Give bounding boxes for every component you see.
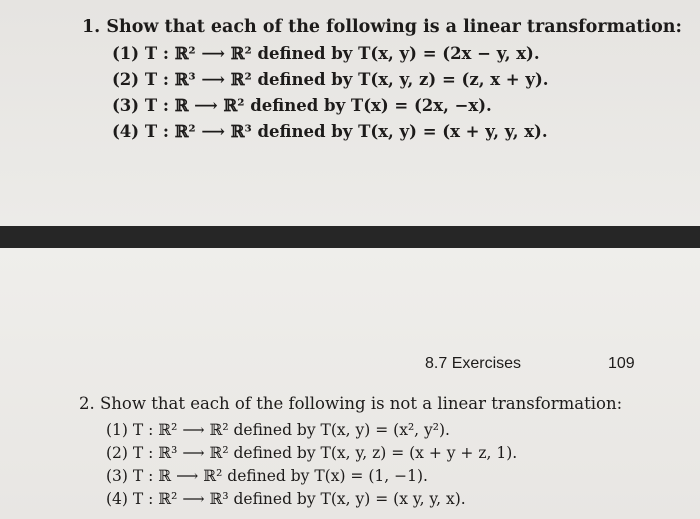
- page-number: 109: [608, 355, 635, 372]
- exercise-1-item-1: (1) T : ℝ² ⟶ ℝ² defined by T(x, y) = (2x − y, x).: [112, 44, 540, 63]
- running-header-title: 8.7 Exercises: [425, 355, 522, 372]
- page-divider-band: [0, 226, 700, 248]
- exercise-1-item-2: (2) T : ℝ³ ⟶ ℝ² defined by T(x, y, z) = (z, x + y).: [112, 70, 549, 89]
- exercise-2-heading: 2. Show that each of the following is not a linear transformation:: [79, 394, 623, 413]
- exercise-2-item-3: (3) T : ℝ ⟶ ℝ² defined by T(x) = (1, −1).: [106, 467, 428, 485]
- exercise-2-item-1: (1) T : ℝ² ⟶ ℝ² defined by T(x, y) = (x², y²).: [106, 421, 450, 439]
- exercise-2-item-4: (4) T : ℝ² ⟶ ℝ³ defined by T(x, y) = (x y, y, x).: [106, 490, 466, 508]
- exercise-1-item-3: (3) T : ℝ ⟶ ℝ² defined by T(x) = (2x, −x).: [112, 96, 492, 115]
- exercise-2-item-2: (2) T : ℝ³ ⟶ ℝ² defined by T(x, y, z) = (x + y + z, 1).: [106, 444, 518, 462]
- exercise-1-item-4: (4) T : ℝ² ⟶ ℝ³ defined by T(x, y) = (x + y, y, x).: [112, 122, 548, 141]
- exercise-1-heading: 1. Show that each of the following is a linear transformation:: [82, 17, 682, 37]
